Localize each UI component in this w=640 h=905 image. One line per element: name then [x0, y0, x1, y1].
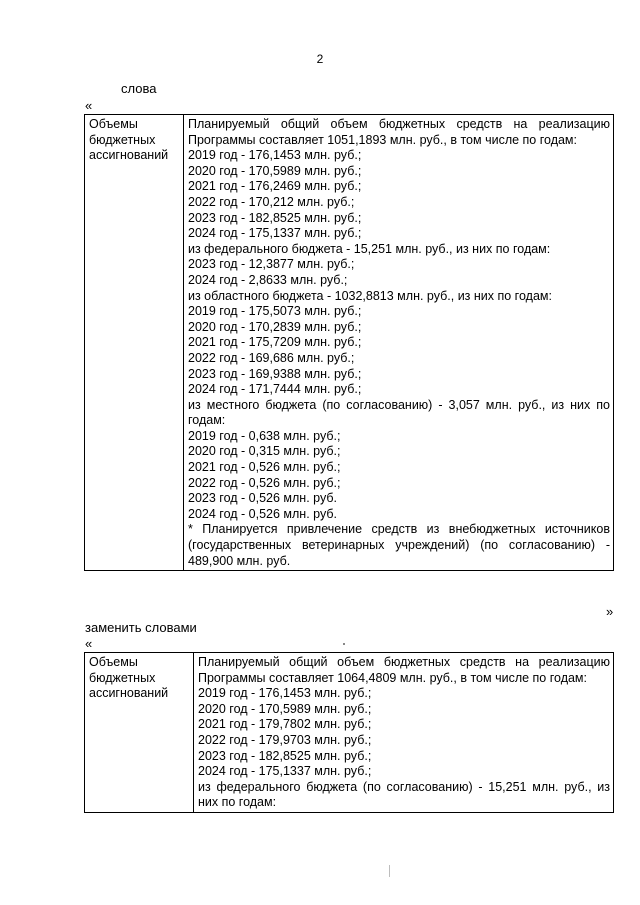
table1-local-year: 2023 год - 0,526 млн. руб. — [188, 491, 337, 506]
table1-federal: из федерального бюджета - 15,251 млн. руб., из них по годам: — [188, 241, 551, 256]
page-number: 2 — [316, 52, 324, 66]
budget-table-replacement — [84, 652, 614, 813]
open-quote-2: « — [85, 636, 93, 651]
table2-year-row: 2023 год - 182,8525 млн. руб.; — [198, 748, 372, 763]
table1-regional-year: 2024 год - 171,7444 млн. руб.; — [188, 382, 362, 397]
table1-content-cell — [184, 115, 614, 571]
intro-word: слова — [121, 81, 157, 96]
table2-year-row: 2021 год - 179,7802 млн. руб.; — [198, 717, 372, 732]
table1-year-row: 2019 год - 176,1453 млн. руб.; — [188, 148, 362, 163]
table1-note: * Планируется привлечение средств из внебюджетных источников (государственных ветеринарных учреждений) (по согласованию) - 489,900 млн. руб. — [188, 522, 610, 568]
table1-local-year: 2019 год - 0,638 млн. руб.; — [188, 428, 341, 443]
budget-table-original — [84, 114, 614, 571]
table2-year-row: 2022 год - 179,9703 млн. руб.; — [198, 732, 372, 747]
table2-intro: Планируемый общий объем бюджетных средств на реализацию Программы составляет 1064,4809 млн. руб., в том числе по годам: — [198, 655, 610, 685]
open-quote-1: « — [85, 98, 93, 113]
close-quote: » — [606, 604, 614, 619]
table1-regional-year: 2021 год - 175,7209 млн. руб.; — [188, 335, 362, 350]
scan-mark — [389, 865, 390, 877]
table2-year-row: 2024 год - 175,1337 млн. руб.; — [198, 764, 372, 779]
table1-local-year: 2022 год - 0,526 млн. руб.; — [188, 475, 341, 490]
table1-year-row: 2021 год - 176,2469 млн. руб.; — [188, 179, 362, 194]
table2-federal: из федерального бюджета (по согласованию) - 15,251 млн. руб., из них по годам: — [198, 779, 610, 810]
table1-local-year: 2021 год - 0,526 млн. руб.; — [188, 460, 341, 475]
table1-local-year: 2024 год - 0,526 млн. руб. — [188, 506, 337, 521]
table2-year-row: 2020 год - 170,5989 млн. руб.; — [198, 701, 372, 716]
table1-year-row: 2022 год - 170,212 млн. руб.; — [188, 194, 355, 209]
table1-federal-year: 2023 год - 12,3877 млн. руб.; — [188, 257, 355, 272]
table1-year-row: 2024 год - 175,1337 млн. руб.; — [188, 226, 362, 241]
table1-year-row: 2020 год - 170,5989 млн. руб.; — [188, 163, 362, 178]
replace-label: заменить словами — [85, 620, 197, 635]
table1-year-row: 2023 год - 182,8525 млн. руб.; — [188, 210, 362, 225]
table2-label-cell: Объемы бюджетных ассигнований — [85, 653, 194, 813]
table1-federal-year: 2024 год - 2,8633 млн. руб.; — [188, 272, 348, 287]
table1-label-cell: Объемы бюджетных ассигнований — [85, 115, 184, 571]
table2-content-cell — [194, 653, 614, 813]
table1-local: из местного бюджета (по согласованию) - 3,057 млн. руб., из них по годам: — [188, 397, 610, 428]
table2-year-row: 2019 год - 176,1453 млн. руб.; — [198, 686, 372, 701]
table1-regional: из областного бюджета - 1032,8813 млн. руб., из них по годам: — [188, 288, 552, 303]
table1-regional-year: 2023 год - 169,9388 млн. руб.; — [188, 366, 362, 381]
table1-intro: Планируемый общий объем бюджетных средств на реализацию Программы составляет 1051,1893 млн. руб., в том числе по годам: — [188, 117, 610, 147]
table1-regional-year: 2020 год - 170,2839 млн. руб.; — [188, 319, 362, 334]
table1-local-year: 2020 год - 0,315 млн. руб.; — [188, 444, 341, 459]
table1-regional-year: 2022 год - 169,686 млн. руб.; — [188, 350, 355, 365]
scan-speck — [343, 643, 345, 645]
table1-regional-year: 2019 год - 175,5073 млн. руб.; — [188, 304, 362, 319]
